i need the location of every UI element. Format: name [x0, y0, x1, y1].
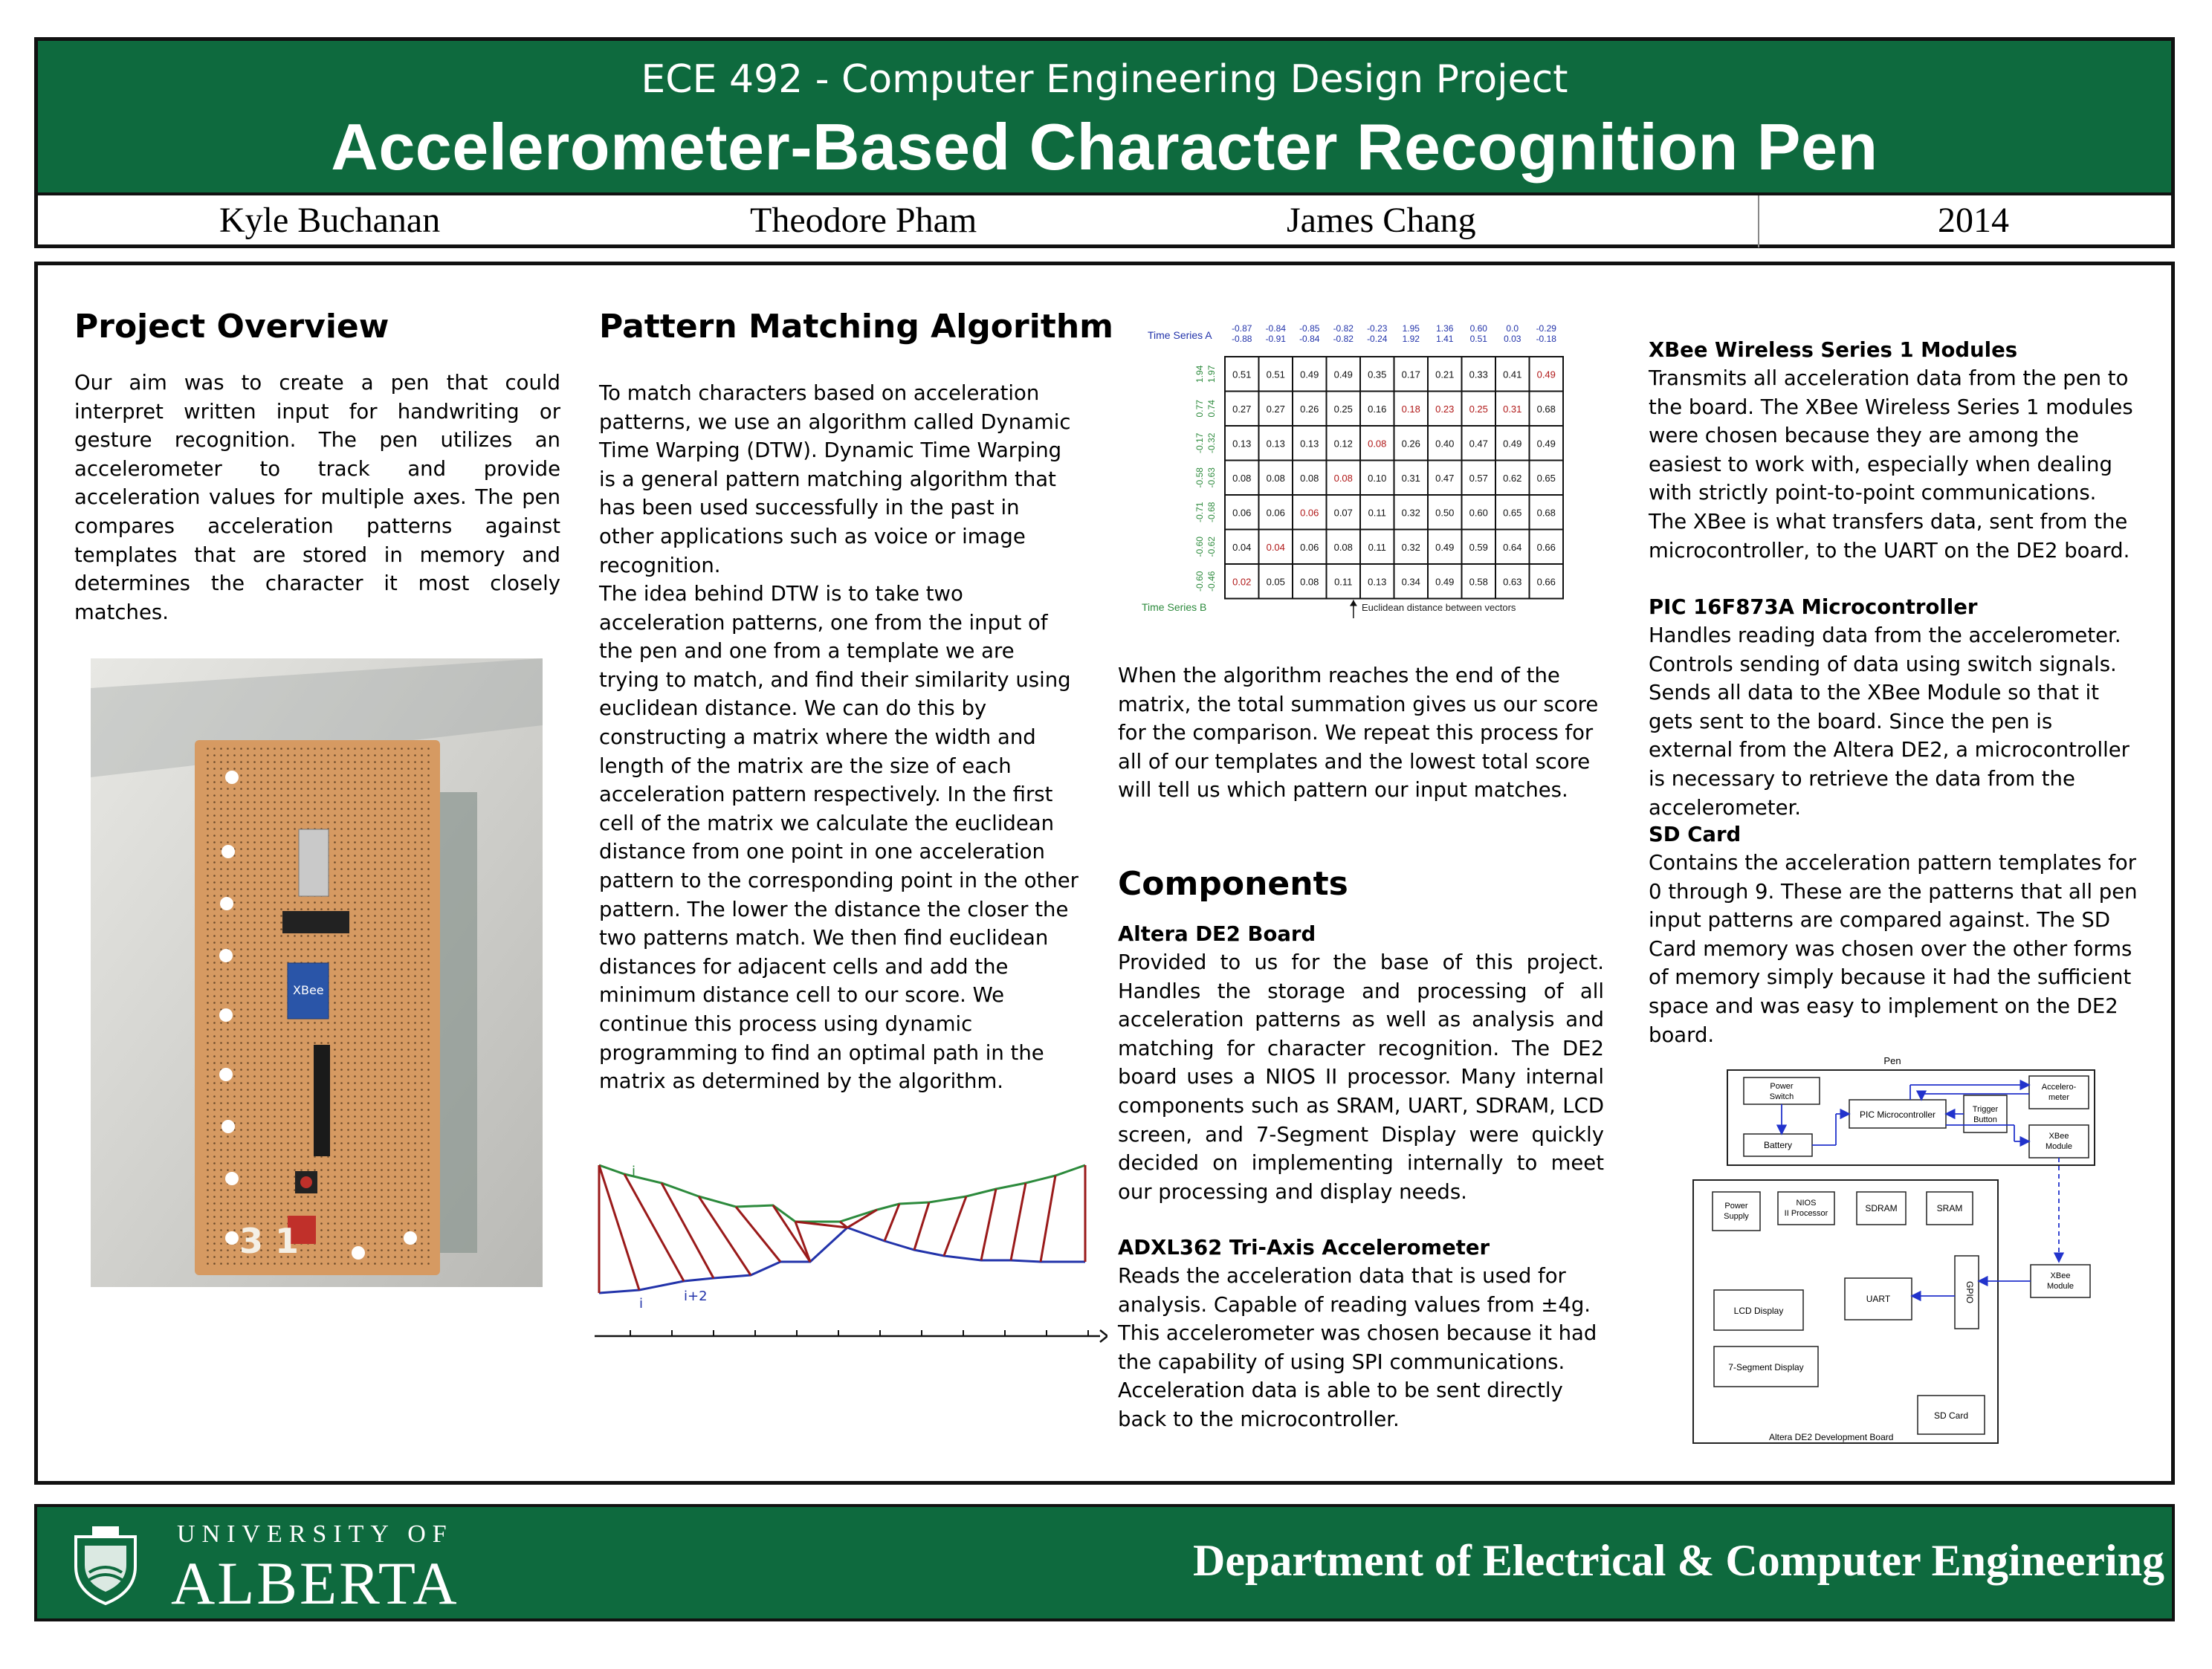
matrix-value: 0.08 [1232, 472, 1252, 484]
matrix-value: 0.07 [1333, 507, 1353, 519]
author-1: Kyle Buchanan [219, 201, 441, 240]
matrix-value: 0.31 [1503, 403, 1522, 415]
de2-title: Altera DE2 Board [1118, 922, 1316, 946]
xbee-title: XBee Wireless Series 1 Modules [1649, 338, 2018, 362]
series-b-value: -0.32 [1206, 432, 1217, 453]
matrix-value: 0.49 [1333, 369, 1353, 380]
series-a-value: -0.84 [1265, 323, 1286, 334]
nios-box [1778, 1192, 1834, 1225]
pen-photo-drawing [91, 658, 543, 1287]
matrix-value: 0.65 [1503, 507, 1522, 519]
series-a-value: -0.29 [1536, 323, 1556, 334]
xbee-text: Transmits all acceleration data from the pen to the board. The XBee Wireless Series 1 modules were chosen because they are among the easiest to work with, especially when dealing with strictly point-to-point communications. The XBee is what transfers data, sent from the microcontroller, to the UART on the DE2 board. [1649, 366, 2133, 563]
matrix-value: 0.21 [1435, 369, 1455, 380]
year: 2014 [1938, 201, 2009, 240]
warp-link [981, 1189, 996, 1260]
matrix-value: 0.32 [1401, 541, 1420, 553]
seg-label: 7-Segment Display [1728, 1362, 1804, 1373]
matrix-value: 0.27 [1266, 403, 1285, 415]
matrix-value: 0.06 [1232, 507, 1252, 519]
pic-label: PIC Microcontroller [1859, 1109, 1936, 1120]
time-axis-arrow [1100, 1330, 1107, 1342]
matrix-value: 0.11 [1368, 507, 1386, 519]
battery-label: Battery [1763, 1140, 1793, 1150]
accelerometer-label: Accelero-meter [2041, 1083, 2077, 1102]
series-b-value: 1.97 [1206, 365, 1217, 383]
matrix-value: 0.35 [1368, 369, 1387, 380]
matrix-value: 0.05 [1266, 576, 1285, 588]
dtw-matrix-figure [1142, 321, 1617, 618]
series-a-value: 1.92 [1402, 334, 1420, 344]
trigger-label: Trigger Button [1972, 1105, 1999, 1124]
overview-text: Our aim was to create a pen that could interpret written input for handwriting or gesture recognition. The pen utilizes an accelerometer to track and provide acceleration values for multiple axes. The pen compares acceleration patterns against templates that are stored in memory and determines the character it most closely matches. [74, 371, 560, 624]
board-label: Altera DE2 Development Board [1769, 1432, 1894, 1442]
matrix-value: 0.31 [1401, 472, 1420, 484]
adxl-text: Reads the acceleration data that is used for analysis. Capable of reading values from ±4g. This accelerometer was chosen because it had the capability of using SPI communications. Acceleration data is able to be sent directly back to the microcontroller. [1118, 1264, 1597, 1431]
matrix-value: 0.04 [1232, 541, 1252, 553]
matrix-value: 0.11 [1368, 541, 1386, 553]
adxl-title: ADXL362 Tri-Axis Accelerometer [1118, 1236, 1490, 1260]
xbee-board-label: XBee Module [2046, 1271, 2074, 1291]
university-crest-icon [62, 1520, 149, 1608]
warp-link [773, 1205, 810, 1262]
series-b-value: -0.68 [1206, 502, 1217, 522]
matrix-value: 0.33 [1469, 369, 1488, 380]
warp-link [914, 1202, 929, 1250]
matrix-value: 0.68 [1536, 507, 1556, 519]
matrix-value: 0.49 [1536, 369, 1556, 380]
matrix-value: 0.08 [1368, 438, 1387, 450]
alberta-wordmark: ALBERTA [171, 1549, 459, 1617]
overview-heading: Project Overview [74, 308, 389, 346]
series-b-value: 1.94 [1194, 365, 1205, 383]
xbee-pen-box [2029, 1125, 2089, 1158]
matrix-value: 0.08 [1333, 541, 1353, 553]
matrix-value: 0.02 [1232, 576, 1252, 588]
matrix-value: 0.06 [1300, 541, 1319, 553]
uart-label: UART [1866, 1294, 1891, 1304]
pic-text: Handles reading data from the accelerometer. Controls sending of data using switch signals. Sends all data to the XBee Module so that it gets sent to the board. Since the pen is external from the Altera DE2, a microcontroller is necessary to retrieve the data from the accelerometer. [1649, 623, 2129, 820]
series-b-value: -0.58 [1194, 467, 1205, 488]
warp-label-i-plus-2: i+2 [684, 1289, 708, 1304]
header-banner [38, 41, 2171, 192]
series-a-value: 0.60 [1469, 323, 1487, 334]
matrix-value: 0.23 [1435, 403, 1455, 415]
euclid-label: Euclidean distance between vectors [1362, 602, 1516, 613]
pic-title: PIC 16F873A Microcontroller [1649, 595, 1978, 619]
series-b-value: 0.77 [1194, 400, 1205, 418]
poster-title: Accelerometer-Based Character Recognition Pen [331, 110, 1878, 184]
matrix-value: 0.51 [1232, 369, 1252, 380]
year-divider [1758, 195, 1759, 247]
series-a-value: 0.51 [1469, 334, 1487, 344]
series-a-value: -0.82 [1333, 334, 1354, 344]
matrix-value: 0.49 [1435, 541, 1455, 553]
warp-label-i-top: i [632, 1164, 636, 1179]
matrix-value: 0.64 [1503, 541, 1522, 553]
accelerometer-box [2029, 1076, 2089, 1109]
series-b-value: -0.62 [1206, 537, 1217, 557]
series-b-value: -0.46 [1206, 571, 1217, 592]
matrix-value: 0.51 [1266, 369, 1285, 380]
poster-header [34, 37, 2175, 248]
matrix-value: 0.25 [1333, 403, 1353, 415]
series-a-value: -0.82 [1333, 323, 1354, 334]
author-3: James Chang [1287, 201, 1476, 240]
matrix-value: 0.13 [1300, 438, 1319, 450]
matrix-value: 0.32 [1401, 507, 1420, 519]
matrix-value: 0.13 [1232, 438, 1252, 450]
photo-digits: 3 1 [239, 1221, 300, 1261]
matrix-value: 0.59 [1469, 541, 1488, 553]
matrix-value: 0.08 [1300, 576, 1319, 588]
matrix-value: 0.63 [1503, 576, 1522, 588]
series-a-value: -0.84 [1299, 334, 1320, 344]
series-b-label: Time Series B [1142, 601, 1207, 613]
matrix-value: 0.08 [1300, 472, 1319, 484]
series-a-curve [599, 1165, 1085, 1222]
authors-row [38, 192, 2171, 247]
matrix-value: 0.06 [1266, 507, 1285, 519]
power-supply-box [1713, 1192, 1760, 1231]
power-switch-label: Power Switch [1769, 1082, 1794, 1101]
warp-link [736, 1207, 780, 1262]
matrix-value: 0.26 [1401, 438, 1420, 450]
end-text: When the algorithm reaches the end of the matrix, the total summation gives us our score for the comparison. We repeat this process for all of our templates and the lowest total score will tell us which pattern our input matches. [1118, 664, 1599, 803]
series-a-value: 1.36 [1436, 323, 1454, 334]
components-heading: Components [1118, 865, 1348, 903]
dtw-matrix [1142, 321, 1617, 618]
series-a-label: Time Series A [1148, 329, 1212, 341]
matrix-value: 0.16 [1368, 403, 1387, 415]
author-2: Theodore Pham [750, 201, 977, 240]
warp-link [885, 1204, 899, 1241]
sd-text: Contains the acceleration pattern templates for 0 through 9. These are the patterns that all pen input patterns are compared against. The SD Card memory was chosen over the other forms of memory simply because it had the sufficient space and was easy to implement on the DE2 board. [1649, 851, 2138, 1047]
warp-link [624, 1174, 684, 1281]
series-b-value: -0.17 [1194, 432, 1205, 453]
matrix-value: 0.58 [1469, 576, 1488, 588]
matrix-value: 0.12 [1333, 438, 1353, 450]
series-b-value: 0.74 [1206, 400, 1217, 418]
warp-link [1011, 1183, 1026, 1260]
matrix-value: 0.25 [1469, 403, 1488, 415]
matrix-value: 0.17 [1401, 369, 1420, 380]
series-b-value: -0.71 [1194, 502, 1205, 522]
series-b-value: -0.63 [1206, 467, 1217, 488]
matrix-value: 0.34 [1401, 576, 1420, 588]
series-a-value: -0.85 [1299, 323, 1320, 334]
matrix-value: 0.62 [1503, 472, 1522, 484]
sram-label: SRAM [1936, 1203, 1963, 1213]
matrix-value: 0.49 [1536, 438, 1556, 450]
pointer-arrowhead [1350, 600, 1357, 606]
photo-xbee-label: XBee [293, 983, 324, 997]
matrix-value: 0.26 [1300, 403, 1319, 415]
matrix-value: 0.06 [1300, 507, 1319, 519]
matrix-value: 0.13 [1368, 576, 1387, 588]
series-a-value: -0.18 [1536, 334, 1556, 344]
series-a-value: -0.87 [1232, 323, 1252, 334]
sdcard-label: SD Card [1933, 1410, 1969, 1421]
matrix-value: 0.08 [1333, 472, 1353, 484]
pen-photo [91, 658, 543, 1287]
matrix-value: 0.49 [1435, 576, 1455, 588]
pattern-text-2: The idea behind DTW is to take two acceleration patterns, one from the input of the pen and one from a template we are trying to match, and find their similarity using euclidean distance. We can do this by constructing a matrix where the width and length of the matrix are the size of each acceleration pattern respectively. In the first cell of the matrix we calculate the euclidean distance from one point in one acceleration pattern to the corresponding point in the other pattern. The lower the distance the closer the two patterns match. We then find euclidean distances for adjacent cells and add the minimum distance cell to our score. We continue this process using dynamic programming to find an optimal path in the matrix as determined by the algorithm. [599, 582, 1078, 1094]
department-name: Department of Electrical & Computer Engineering [1193, 1536, 2164, 1585]
matrix-value: 0.66 [1536, 576, 1556, 588]
matrix-value: 0.60 [1469, 507, 1488, 519]
de2-text: Provided to us for the base of this project. Handles the storage and processing of all acceleration patterns as well as analysis and matching for character recognition. The DE2 board uses a NIOS II processor. Many internal components such as SRAM, UART, SDRAM, LCD screen, and 7-Segment Display were quickly decided on implementing internally to meet our processing and display needs. [1118, 950, 1604, 1204]
xbee-board-box [2031, 1265, 2090, 1297]
pattern-heading: Pattern Matching Algorithm [599, 308, 1113, 346]
matrix-value: 0.49 [1503, 438, 1522, 450]
matrix-value: 0.27 [1232, 403, 1252, 415]
series-a-value: 1.41 [1436, 334, 1454, 344]
nios-label: NIOS II Processor [1784, 1199, 1828, 1218]
series-a-value: -0.24 [1367, 334, 1388, 344]
gpio-label: GPIO [1964, 1280, 1975, 1304]
matrix-value: 0.40 [1435, 438, 1455, 450]
matrix-value: 0.41 [1503, 369, 1522, 380]
matrix-value: 0.13 [1266, 438, 1285, 450]
pen-group-label: Pen [1883, 1055, 1901, 1066]
series-a-value: 0.03 [1504, 334, 1521, 344]
warp-label-i-bottom: i [639, 1296, 644, 1312]
matrix-value: 0.08 [1266, 472, 1285, 484]
warp-figure [595, 1144, 1107, 1345]
pattern-text-1: To match characters based on acceleration patterns, we use an algorithm called Dynamic Time Warping (DTW). Dynamic Time Warping is a general pattern matching algorithm that has been used successfully in the past in other applications such as voice or image recognition. [599, 381, 1071, 577]
poster-footer [34, 1504, 2175, 1621]
matrix-value: 0.50 [1435, 507, 1455, 519]
series-b-value: -0.60 [1194, 537, 1205, 557]
matrix-value: 0.49 [1300, 369, 1319, 380]
series-a-value: -0.23 [1367, 323, 1388, 334]
matrix-value: 0.47 [1469, 438, 1488, 450]
series-b-value: -0.60 [1194, 571, 1205, 592]
matrix-value: 0.65 [1536, 472, 1556, 484]
course-title: ECE 492 - Computer Engineering Design Project [641, 57, 1568, 102]
university-of-text: UNIVERSITY OF [177, 1520, 453, 1548]
matrix-value: 0.66 [1536, 541, 1556, 553]
xbee-pen-label: XBee Module [2045, 1132, 2073, 1151]
matrix-value: 0.57 [1469, 472, 1488, 484]
block-diagram-svg [1687, 1051, 2103, 1452]
series-a-value: 0.0 [1506, 323, 1519, 334]
matrix-value: 0.68 [1536, 403, 1556, 415]
matrix-value: 0.11 [1334, 576, 1353, 588]
trigger-box [1964, 1095, 2007, 1132]
matrix-value: 0.18 [1401, 403, 1420, 415]
warp-diagram [595, 1144, 1107, 1345]
series-a-value: -0.91 [1265, 334, 1286, 344]
sdram-label: SDRAM [1865, 1203, 1898, 1213]
series-a-value: 1.95 [1402, 323, 1420, 334]
warp-link [944, 1196, 966, 1256]
matrix-value: 0.47 [1435, 472, 1455, 484]
warp-link [599, 1165, 639, 1290]
block-diagram [1687, 1051, 2103, 1452]
matrix-value: 0.04 [1266, 541, 1285, 553]
lcd-label: LCD Display [1733, 1306, 1784, 1316]
power-supply-label: Power Supply [1724, 1202, 1749, 1221]
matrix-value: 0.10 [1368, 472, 1387, 484]
warp-link [1041, 1176, 1055, 1262]
sd-title: SD Card [1649, 823, 1742, 846]
series-a-value: -0.88 [1232, 334, 1252, 344]
